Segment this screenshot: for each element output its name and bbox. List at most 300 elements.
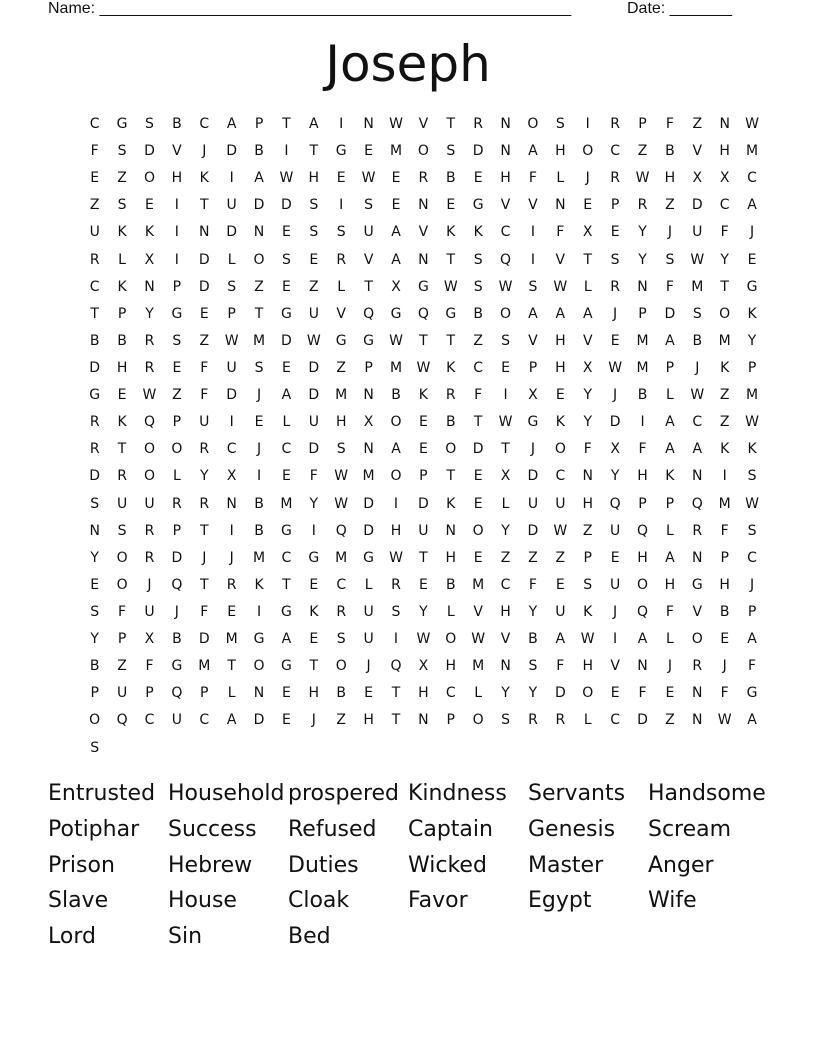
grid-letter: H [308, 170, 320, 187]
grid-letter: E [309, 576, 319, 593]
grid-letter: N [692, 712, 703, 729]
grid-letter: F [665, 603, 674, 620]
grid-letter: I [393, 631, 399, 648]
grid-letter: L [227, 685, 236, 702]
grid-letter: B [692, 332, 703, 349]
grid-letter: R [610, 278, 620, 295]
word-list [48, 778, 788, 957]
grid-letter: F [583, 441, 592, 458]
grid-letter: N [363, 387, 374, 404]
grid-letter: H [637, 468, 648, 485]
grid-letter: K [747, 441, 757, 458]
word-list-item: Entrusted [48, 781, 156, 806]
grid-letter: C [719, 197, 730, 214]
grid-letter: V [528, 197, 538, 214]
grid-letter: E [747, 251, 757, 268]
grid-letter: X [363, 414, 374, 431]
grid-letter: O [143, 468, 155, 485]
grid-letter: E [90, 170, 100, 187]
grid-letter: T [391, 712, 401, 729]
grid-letter: E [555, 576, 565, 593]
grid-letter: K [473, 224, 483, 241]
grid-letter: S [227, 278, 237, 295]
grid-letter: D [527, 468, 539, 485]
grid-letter: E [309, 631, 319, 648]
grid-letter: H [719, 576, 730, 593]
grid-letter: Y [90, 549, 99, 566]
grid-letter: T [391, 685, 401, 702]
grid-letter: R [391, 576, 401, 593]
grid-letter: P [90, 685, 99, 702]
grid-letter: E [227, 603, 237, 620]
grid-letter: H [664, 576, 676, 593]
grid-letter: U [308, 305, 319, 322]
grid-letter: P [419, 468, 428, 485]
grid-letter: F [665, 278, 674, 295]
grid-letter: Y [501, 685, 510, 702]
grid-letter: S [309, 197, 319, 214]
grid-letter: P [528, 359, 538, 376]
grid-letter: N [418, 197, 429, 214]
grid-letter: B [637, 387, 648, 404]
grid-letter: I [530, 251, 536, 268]
grid-letter: D [308, 359, 320, 376]
grid-letter: B [117, 332, 127, 349]
grid-letter: A [281, 631, 292, 648]
grid-letter: C [692, 414, 703, 431]
grid-letter: M [389, 359, 403, 376]
word-list-item: Captain [408, 816, 493, 842]
grid-letter: M [198, 658, 211, 675]
grid-letter: Y [199, 468, 209, 485]
grid-letter: X [528, 387, 538, 404]
grid-letter: L [118, 251, 126, 268]
grid-letter: F [720, 224, 729, 241]
grid-letter: K [720, 359, 730, 376]
grid-letter: E [282, 685, 291, 702]
grid-letter: B [665, 143, 675, 160]
grid-letter: V [172, 143, 182, 160]
grid-letter: K [199, 170, 209, 187]
grid-letter: I [229, 170, 234, 187]
grid-letter: B [391, 387, 401, 404]
grid-letter: A [665, 549, 675, 566]
grid-letter: D [281, 197, 292, 214]
grid-letter: Y [747, 332, 757, 349]
grid-letter: N [500, 143, 511, 160]
grid-letter: T [199, 576, 209, 593]
grid-letter: T [90, 305, 99, 322]
grid-letter: R [199, 495, 210, 512]
grid-letter: E [665, 685, 675, 702]
grid-letter: A [281, 387, 292, 404]
grid-letter: J [750, 224, 755, 241]
grid-letter: M [252, 549, 266, 566]
grid-letter: N [719, 116, 730, 132]
grid-letter: E [610, 332, 620, 349]
grid-letter: C [144, 712, 155, 729]
grid-letter: O [89, 712, 101, 729]
grid-letter: M [718, 332, 731, 349]
grid-letter: H [445, 549, 457, 566]
grid-letter: R [144, 522, 155, 539]
grid-letter: Y [528, 685, 538, 702]
grid-letter: P [200, 685, 209, 702]
grid-letter: S [309, 224, 319, 241]
grid-letter: T [446, 468, 456, 485]
letter-grid [81, 114, 766, 765]
grid-letter: G [335, 143, 347, 160]
grid-letter: Y [583, 387, 592, 404]
grid-letter: P [254, 116, 264, 132]
grid-letter: X [418, 658, 429, 675]
grid-letter: B [254, 495, 264, 512]
grid-letter: S [555, 116, 565, 132]
grid-letter: N [445, 522, 457, 539]
grid-letter: J [202, 549, 207, 566]
grid-letter: M [362, 468, 375, 485]
grid-letter: D [281, 332, 292, 349]
grid-letter: H [719, 143, 730, 160]
grid-letter: K [747, 305, 757, 322]
grid-letter: A [528, 143, 538, 160]
grid-letter: P [583, 549, 592, 566]
grid-letter: H [500, 603, 511, 620]
grid-letter: C [747, 549, 757, 566]
grid-letter: S [747, 468, 757, 485]
grid-letter: O [253, 658, 265, 675]
grid-letter: E [391, 197, 401, 214]
grid-letter: E [473, 549, 483, 566]
grid-letter: E [418, 441, 428, 458]
grid-letter: C [199, 116, 210, 132]
grid-letter: Z [500, 549, 511, 566]
grid-letter: F [90, 143, 99, 160]
grid-letter: X [692, 170, 703, 187]
grid-letter: G [281, 603, 292, 620]
grid-letter: J [256, 441, 262, 458]
grid-letter: L [172, 468, 181, 485]
grid-letter: I [640, 414, 645, 431]
grid-letter: W [608, 359, 623, 376]
grid-letter: J [750, 576, 755, 593]
grid-letter: V [500, 631, 511, 648]
grid-letter: Q [335, 522, 347, 539]
grid-letter: X [226, 468, 237, 485]
grid-letter: T [282, 116, 291, 132]
grid-letter: J [585, 170, 590, 187]
grid-letter: W [224, 332, 239, 349]
grid-letter: N [226, 495, 237, 512]
grid-letter: U [144, 603, 155, 620]
grid-letter: Y [528, 603, 538, 620]
grid-letter: Q [143, 414, 155, 431]
grid-letter: S [583, 576, 593, 593]
grid-letter: H [308, 685, 320, 702]
grid-letter: G [281, 658, 292, 675]
grid-letter: V [418, 224, 429, 241]
grid-letter: E [364, 685, 374, 702]
grid-letter: D [226, 387, 238, 404]
grid-letter: I [722, 468, 727, 485]
grid-letter: S [254, 359, 264, 376]
grid-letter: N [582, 468, 593, 485]
grid-letter: T [117, 441, 127, 458]
grid-letter: Z [665, 712, 675, 729]
grid-letter: H [555, 143, 566, 160]
grid-letter: O [116, 576, 128, 593]
grid-letter: E [473, 468, 483, 485]
grid-letter: R [89, 414, 100, 431]
grid-letter: S [473, 278, 483, 295]
grid-letter: P [638, 116, 647, 132]
grid-letter: R [336, 603, 347, 620]
grid-letter: W [498, 278, 513, 295]
grid-letter: E [282, 224, 291, 241]
grid-letter: F [638, 685, 647, 702]
grid-letter: L [583, 712, 592, 729]
grid-letter: S [501, 332, 510, 349]
grid-letter: S [528, 658, 538, 675]
grid-letter: Y [501, 522, 510, 539]
grid-letter: R [199, 441, 210, 458]
grid-letter: O [417, 143, 429, 160]
grid-letter: I [229, 414, 234, 431]
grid-letter: G [746, 685, 758, 702]
grid-letter: Z [336, 712, 346, 729]
grid-letter: C [473, 359, 484, 376]
grid-letter: F [556, 658, 565, 675]
word-list-item: Prison [48, 852, 115, 878]
grid-letter: V [418, 116, 429, 132]
grid-letter: Y [720, 251, 729, 268]
grid-letter: A [747, 197, 757, 214]
grid-letter: S [528, 278, 538, 295]
grid-letter: T [254, 305, 264, 322]
grid-letter: R [555, 712, 566, 729]
grid-letter: T [309, 658, 319, 675]
grid-letter: W [745, 495, 759, 512]
word-list-item: Cloak [288, 888, 350, 914]
grid-letter: U [199, 414, 210, 431]
grid-letter: R [89, 251, 100, 268]
grid-letter: A [665, 414, 675, 431]
grid-letter: H [335, 414, 347, 431]
grid-letter: M [636, 332, 649, 349]
grid-letter: U [308, 414, 319, 431]
grid-letter: J [722, 658, 727, 675]
grid-letter: D [609, 414, 621, 431]
grid-letter: Z [473, 332, 483, 349]
grid-letter: G [171, 305, 183, 322]
grid-letter: H [555, 332, 566, 349]
grid-letter: J [366, 658, 371, 675]
grid-letter: Z [89, 197, 100, 214]
grid-letter: G [253, 631, 265, 648]
grid-letter: Z [199, 332, 210, 349]
grid-letter: N [500, 658, 511, 675]
grid-letter: N [555, 197, 566, 214]
grid-letter: U [418, 522, 429, 539]
grid-letter: G [363, 549, 375, 566]
date-field-label: Date: _______ [627, 0, 732, 17]
grid-letter: L [665, 631, 674, 648]
grid-letter: B [719, 603, 730, 620]
grid-letter: A [226, 712, 237, 729]
grid-letter: B [254, 522, 264, 539]
grid-letter: J [530, 441, 536, 458]
grid-letter: W [334, 468, 349, 485]
grid-letter: P [172, 522, 182, 539]
grid-letter: Q [636, 522, 649, 539]
grid-letter: N [89, 522, 100, 539]
grid-letter: G [363, 332, 375, 349]
grid-letter: O [719, 305, 731, 322]
grid-letter: T [446, 332, 456, 349]
grid-letter: G [527, 414, 539, 431]
grid-letter: G [445, 305, 457, 322]
grid-letter: K [665, 468, 675, 485]
grid-letter: Z [719, 387, 730, 404]
grid-letter: F [118, 603, 127, 620]
grid-letter: Q [171, 576, 183, 593]
grid-letter: T [419, 332, 428, 349]
grid-letter: W [580, 631, 595, 648]
grid-letter: R [172, 495, 182, 512]
grid-letter: W [471, 631, 486, 648]
grid-letter: P [638, 305, 647, 322]
grid-letter: F [528, 170, 537, 187]
grid-letter: I [339, 197, 344, 214]
grid-letter: Q [636, 603, 649, 620]
grid-letter: D [664, 305, 676, 322]
grid-letter: T [199, 522, 209, 539]
grid-letter: Y [145, 305, 154, 322]
grid-letter: N [418, 712, 429, 729]
grid-letter: X [610, 441, 620, 458]
grid-letter: P [747, 603, 757, 620]
grid-letter: Z [637, 143, 648, 160]
grid-letter: O [582, 685, 594, 702]
grid-letter: P [145, 685, 154, 702]
grid-letter: K [446, 359, 456, 376]
grid-letter: P [610, 197, 620, 214]
grid-letter: S [364, 197, 374, 214]
grid-letter: I [174, 197, 179, 214]
grid-letter: G [116, 116, 128, 132]
grid-letter: Z [582, 522, 593, 539]
grid-letter: C [610, 712, 620, 729]
grid-letter: O [691, 631, 703, 648]
grid-letter: G [335, 332, 347, 349]
grid-letter: O [500, 305, 512, 322]
grid-letter: O [171, 441, 183, 458]
word-list-item: prospered [288, 781, 400, 806]
grid-letter: P [665, 495, 675, 512]
grid-letter: L [282, 414, 291, 431]
grid-letter: L [446, 603, 455, 620]
grid-letter: M [691, 278, 704, 295]
grid-letter: E [282, 278, 291, 295]
grid-letter: H [500, 170, 511, 187]
grid-letter: B [254, 143, 264, 160]
grid-letter: W [334, 495, 349, 512]
grid-letter: A [391, 441, 401, 458]
grid-letter: I [613, 631, 618, 648]
grid-letter: K [446, 224, 456, 241]
grid-letter: U [363, 603, 374, 620]
grid-letter: J [202, 143, 207, 160]
word-list-item: Refused [288, 816, 377, 842]
grid-letter: Z [117, 658, 127, 675]
grid-letter: W [745, 414, 759, 431]
grid-letter: L [364, 576, 373, 593]
grid-letter: G [281, 522, 292, 539]
grid-letter: K [446, 495, 456, 512]
grid-letter: G [308, 549, 320, 566]
grid-letter: E [501, 359, 510, 376]
grid-letter: E [610, 685, 620, 702]
grid-letter: R [89, 441, 100, 458]
word-list-item: Genesis [528, 816, 616, 842]
grid-letter: U [527, 495, 539, 512]
grid-letter: Q [116, 712, 128, 729]
grid-letter: P [720, 549, 729, 566]
grid-letter: K [254, 576, 264, 593]
grid-letter: W [717, 712, 732, 729]
grid-letter: L [665, 522, 674, 539]
grid-letter: O [390, 414, 402, 431]
grid-letter: D [253, 197, 265, 214]
word-list-item: Favor [408, 888, 468, 914]
grid-letter: E [446, 197, 456, 214]
grid-letter: A [747, 712, 757, 729]
grid-letter: W [690, 387, 705, 404]
word-list-item: Scream [648, 816, 732, 842]
grid-letter: D [253, 712, 265, 729]
grid-letter: V [692, 603, 703, 620]
grid-letter: E [336, 170, 346, 187]
grid-letter: Z [555, 549, 566, 566]
grid-letter: T [419, 549, 428, 566]
grid-letter: J [174, 603, 179, 620]
grid-letter: V [500, 197, 511, 214]
grid-letter: A [692, 441, 703, 458]
grid-letter: P [117, 305, 127, 322]
grid-letter: D [527, 522, 539, 539]
grid-letter: P [227, 305, 236, 322]
grid-letter: A [528, 305, 538, 322]
grid-letter: G [89, 387, 101, 404]
grid-letter: E [720, 631, 730, 648]
grid-letter: F [720, 685, 729, 702]
grid-letter: D [637, 712, 648, 729]
grid-letter: O [527, 116, 539, 132]
grid-letter: O [636, 576, 649, 593]
grid-letter: J [613, 387, 618, 404]
grid-letter: R [610, 116, 620, 132]
word-list-item: Bed [288, 924, 331, 949]
grid-letter: B [172, 116, 182, 132]
grid-letter: M [280, 495, 293, 512]
grid-letter: C [555, 468, 566, 485]
grid-letter: W [553, 522, 568, 539]
grid-letter: D [89, 468, 101, 485]
grid-letter: R [692, 658, 703, 675]
grid-letter: V [528, 332, 538, 349]
word-list-item: House [168, 888, 237, 914]
grid-letter: T [199, 197, 209, 214]
